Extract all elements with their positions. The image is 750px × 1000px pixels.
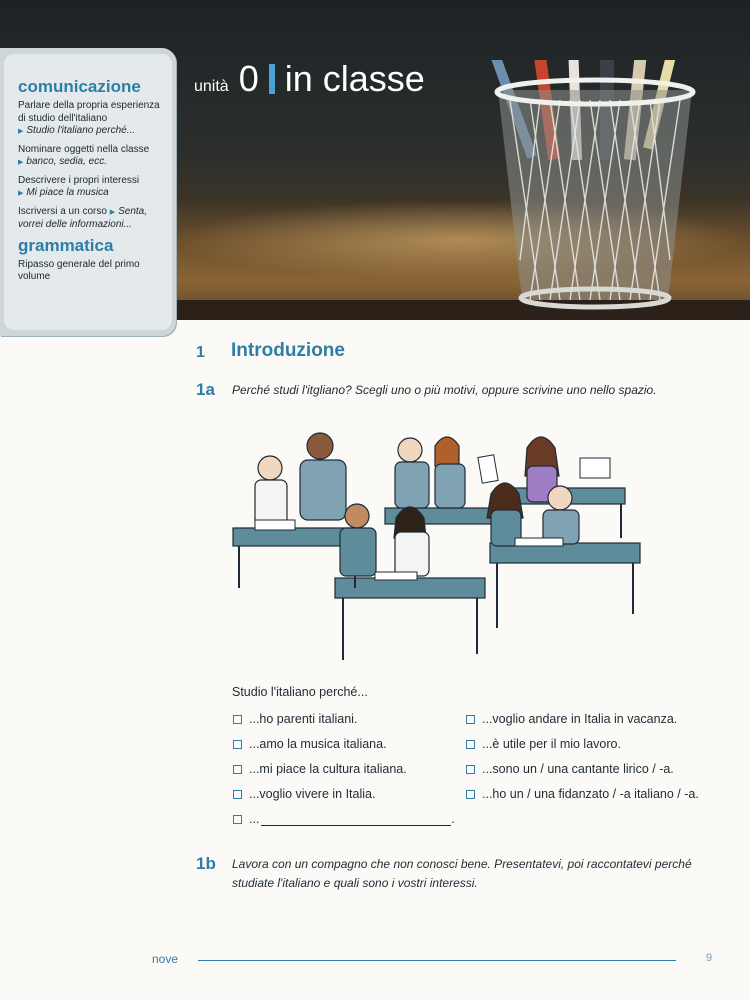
grammar-text: Ripasso generale del primo volume [18, 258, 140, 282]
classroom-illustration [225, 428, 645, 668]
option-checkbox-item[interactable]: ...voglio vivere in Italia. [233, 787, 375, 801]
checkbox[interactable] [466, 790, 475, 799]
option-checkbox-item[interactable]: ...mi piace la cultura italiana. [233, 762, 407, 776]
objective-item: Parlare della propria esperienza di studio dell'italiano ▶ Studio l'italiano perché... [18, 100, 160, 136]
option-checkbox-item[interactable]: ...amo la musica italiana. [233, 737, 387, 751]
option-checkbox-item[interactable]: ...voglio andare in Italia in vacanza. [466, 712, 677, 726]
option-checkbox-item[interactable]: ...ho un / una fidanzato / -a italiano / -a. [466, 787, 699, 801]
option-checkbox-item[interactable]: ...ho parenti italiani. [233, 712, 357, 726]
checkbox[interactable] [466, 765, 475, 774]
checkbox[interactable] [233, 815, 242, 824]
section-number: 1 [196, 344, 205, 361]
exercise-1b-number: 1b [196, 854, 216, 873]
triangle-bullet-icon: ▶ [18, 190, 24, 197]
checkbox[interactable] [466, 740, 475, 749]
unit-divider [269, 64, 275, 94]
triangle-bullet-icon: ▶ [18, 159, 24, 166]
triangle-bullet-icon: ▶ [109, 208, 116, 216]
section-title: Introduzione [231, 340, 345, 361]
page-number: 9 [706, 952, 713, 964]
exercise-1a-number: 1a [196, 380, 215, 399]
grammar-heading: grammatica [18, 235, 114, 255]
communication-heading: comunicazione [18, 77, 141, 96]
pencil-cup-image [490, 60, 700, 310]
objective-item: Nominare oggetti nella classe ▶ banco, sedia, ecc. [18, 143, 150, 167]
option-checkbox-item[interactable]: ...è utile per il mio lavoro. [466, 737, 621, 751]
triangle-bullet-icon: ▶ [18, 128, 24, 135]
objectives-panel [0, 48, 176, 336]
checkbox[interactable] [466, 715, 475, 724]
checkbox[interactable] [233, 740, 242, 749]
unit-name: in classe [284, 58, 425, 99]
checkbox[interactable] [233, 790, 242, 799]
option-write-in[interactable]: ... . [233, 812, 455, 826]
exercise-1a-instruction: Perché studi l'itgliano? Scegli uno o più motivi, oppure scrivine uno nello spazio. [232, 383, 657, 397]
objective-item: Descrivere i propri interessi ▶ Mi piace la musica [18, 174, 140, 198]
checkbox[interactable] [233, 765, 242, 774]
unit-number: 0 [238, 58, 259, 99]
option-checkbox-item[interactable]: ...sono un / una cantante lirico / -a. [466, 762, 674, 776]
checkbox[interactable] [233, 715, 242, 724]
footer-rule [198, 960, 676, 961]
exercise-1b-instruction: Lavora con un compagno che non conosci bene. Presentatevi, poi raccontatevi perché studiate l'italiano e quali sono i vostri interessi. [232, 857, 692, 890]
unit-title [194, 58, 425, 100]
options-lead: Studio l'italiano perché... [232, 685, 368, 699]
page-word: nove [152, 952, 179, 966]
unit-word: unità [194, 78, 229, 95]
objective-item: Iscriversi a un corso ▶ Senta, vorrei delle informazioni... [18, 205, 148, 230]
write-in-line[interactable] [261, 813, 451, 826]
